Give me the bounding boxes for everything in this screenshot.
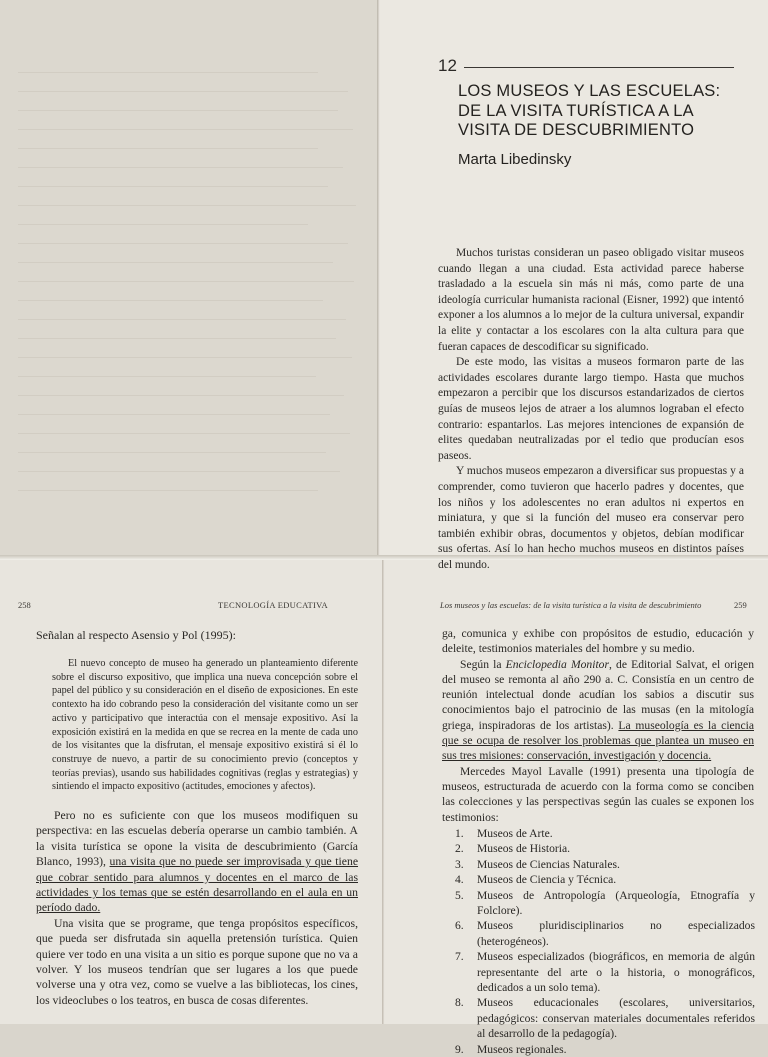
list-number: 5.	[455, 888, 464, 902]
page-number: 259	[734, 600, 747, 610]
chapter-rule	[464, 67, 734, 68]
list-item	[455, 1042, 755, 1057]
paragraph: Una visita que se programe, que tenga propósitos específicos, que pueda ser disfrutada sin aquella pretensión turística. Quien quiere ver todo en una visita a un sitio es porque supone que no va a volver. Y los museos tendrían que ser lugares a los que puede volverse una y otra vez, como se vuelve a las bibliotecas, los cines, los videoclubes o los teatros, en busca de cosas diferentes.	[36, 916, 358, 1007]
paragraph: Mercedes Mayol Lavalle (1991) presenta una tipología de museos, estructurada de acuerdo con la forma como se conciben las colecciones y las perspectivas según las cuales se exponen los testimonios:	[442, 764, 754, 824]
running-head: Los museos y las escuelas: de la visita turística a la visita de descubrimiento	[440, 600, 702, 610]
chapter-title-line: VISITA DE DESCUBRIMIENTO	[458, 121, 695, 139]
text-run: Pero no es suficiente con que los museos modifiquen su perspectiva: en las escuelas debería operarse un cambio también. A la visita turística se opone la visita de descubrimiento (García Blanco, 1993),	[36, 809, 358, 869]
list-text: Museos educacionales (escolares, universitarios, pedagógicos: conservan materiales documentales referidos al desarrollo de la pedagogía).	[477, 996, 755, 1041]
page-number: 258	[18, 600, 31, 610]
list-text: Museos de Ciencias Naturales.	[477, 857, 620, 871]
bleed-through-text	[18, 40, 363, 499]
list-item	[455, 995, 755, 1041]
gutter-shadow	[382, 558, 385, 1024]
underlined-text: La museología es la ciencia que se ocupa de resolver los problemas que plantea un museo en sus tres misiones: conservación, investigación y docencia.	[442, 718, 754, 763]
list-text: Museos regionales.	[477, 1042, 567, 1056]
list-number: 8.	[455, 996, 464, 1010]
list-number: 2.	[455, 842, 464, 856]
list-text: Museos de Arte.	[477, 827, 553, 840]
chapter-number-row	[438, 56, 738, 76]
paragraph: De este modo, las visitas a museos formaron parte de las actividades escolares durante largo tiempo. Hasta que muchos empezaron a percibir que los discursos estandarizados de ciertos guías de museos lejos de atraer a los alumnos lograban el efecto contrario: espantarlos. Las mejores intenciones de expansión de elites quedaban neutralizadas por el tedio que producían esos paseos.	[438, 356, 744, 462]
chapter-number: 12	[438, 56, 457, 75]
chapter-title	[458, 82, 748, 141]
list-number: 9.	[455, 1042, 464, 1056]
paragraph	[36, 808, 358, 916]
list-number: 1.	[455, 827, 464, 840]
text-run: Según la	[460, 657, 506, 671]
list-text: Museos especializados (biográficos, en memoria de algún representante del arte o la historia, o monográficos, dedicados a un solo tema).	[477, 950, 755, 995]
paragraph: Señalan al respecto Asensio y Pol (1995):	[36, 628, 236, 642]
list-item	[455, 918, 755, 949]
text-run: , de Editorial Salvat, el origen del museo se remonta al año 290 a. C. Consistía en un centro de reunión intelectual donde acudían los sabios a discutir sus conocimientos bajo el patrocinio de las musas (en la mitología griega, inspiradoras de los artistas).	[442, 657, 754, 732]
paragraph: ga, comunica y exhibe con propósitos de estudio, educación y deleite, testimonios materiales del hombre y su medio.	[442, 627, 754, 656]
paragraph: Y muchos museos empezaron a diversificar sus propuestas y a comprender, como tuvieron que hacerlo padres y docentes, que los niños y los adolescentes no eran adultos ni expertos en miniatura, y que si la función del museo era conservar pero también exhibir obras, documentos y objetos, debían modificar sus ofertas. Así lo han hecho muchos museos en distintos países del mundo.	[438, 465, 744, 571]
list-number: 7.	[455, 950, 464, 964]
list-item	[455, 857, 755, 872]
quote-intro	[36, 628, 356, 644]
list-text: Museos pluridisciplinarios no especializados (heterogéneos).	[477, 919, 755, 948]
paragraph	[442, 657, 754, 764]
list-item	[455, 888, 755, 919]
museum-typology-list	[455, 826, 755, 1057]
chapter-title-line: LOS MUSEOS Y LAS ESCUELAS:	[458, 82, 721, 100]
italic-text: Enciclopedia Monitor	[505, 657, 609, 671]
list-number: 3.	[455, 857, 464, 871]
chapter-title-line: DE LA VISITA TURÍSTICA A LA	[458, 101, 694, 120]
list-item	[455, 826, 755, 841]
chapter-author: Marta Libedinsky	[458, 151, 572, 168]
list-text: Museos de Antropología (Arqueología, Etnografía y Folclore).	[477, 888, 755, 918]
body-text	[36, 808, 358, 1008]
list-text: Museos de Ciencia y Técnica.	[477, 873, 617, 887]
list-item	[455, 841, 755, 856]
underlined-text: una visita que no puede ser improvisada y que tiene que cobrar sentido para alumnos y docentes en el marco de las actividades y los temas que se estén desarrollando en el aula en un período dado.	[36, 855, 359, 915]
quote-text: El nuevo concepto de museo ha generado un planteamiento diferente sobre el discurso expositivo, que implica una nueva concepción sobre el papel del público y su consideración en el diseño de exposiciones. En este contexto ha ido cobrando peso la consideración del visitante como un ser activo y participativo que interactúa con el mensaje expositivo. Así la exposición existirá en la medida en que se recrea en la mente de cada uno de los visitantes que la disfrutan, el mensaje expositivo existirá si él lo construye de nuevo, a partir de su conocimiento previo (conceptos y teorías previas), usando sus habilidades cognitivas (reglas y estrategias) y sintiendo el impacto expositivo (actitudes, emociones y afectos).	[52, 658, 358, 793]
list-number: 6.	[455, 919, 464, 933]
list-text: Museos de Historia.	[477, 842, 571, 856]
chapter-intro-text	[438, 246, 744, 573]
gutter-shadow	[377, 0, 380, 558]
running-head: TECNOLOGÍA EDUCATIVA	[218, 600, 328, 610]
paragraph: Muchos turistas consideran un paseo obligado visitar museos cuando llegan a una ciudad. Esta actividad parece haberse trasladado a la escuela sin más ni más, como parte de una ideología curricular humanista racional (Eisner, 1992) que intentó exponer a los alumnos a lo mejor de la cultura universal, expandir la elite y contactar a los escolares con la alta cultura para que fueran capaces de descodificar su significado.	[438, 247, 744, 353]
list-number: 4.	[455, 873, 464, 887]
list-item	[455, 872, 755, 887]
block-quote	[52, 657, 358, 794]
list-item	[455, 949, 755, 995]
body-text	[442, 626, 754, 825]
